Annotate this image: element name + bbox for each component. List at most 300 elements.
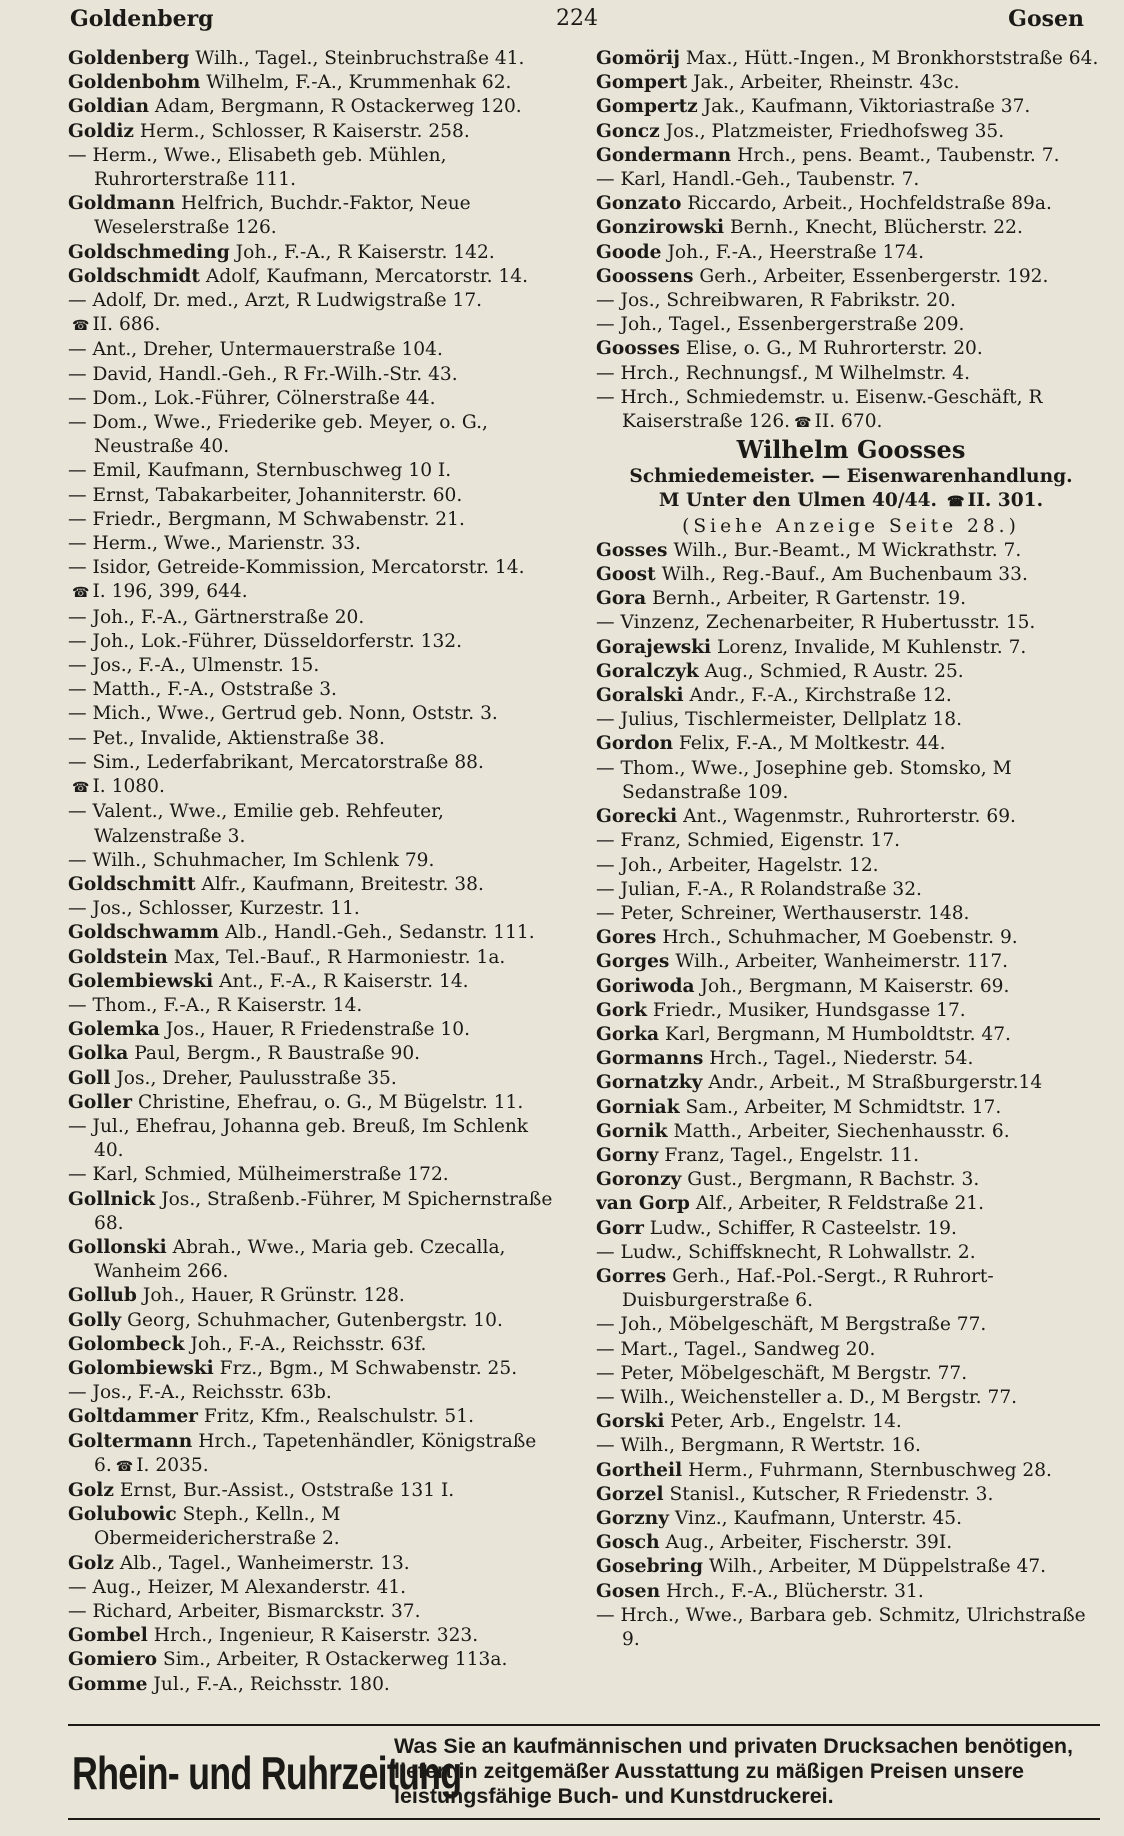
entry-details: — Mart., Tagel., Sandweg 20. bbox=[596, 1338, 876, 1360]
entry-details: — Joh., Lok.-Führer, Düsseldorferstr. 132. bbox=[68, 630, 463, 652]
ad-reference: (Siehe Anzeige Seite 28.) bbox=[682, 515, 1020, 537]
directory-entry bbox=[596, 47, 1106, 71]
entry-surname: Gorny bbox=[596, 1144, 659, 1166]
directory-entry bbox=[596, 1507, 1106, 1531]
entry-details: Ant., Wagenmstr., Ruhrorterstr. 69. bbox=[683, 806, 1016, 828]
entry-details: — Joh., Möbelgeschäft, M Bergstraße 77. bbox=[596, 1314, 987, 1336]
entry-details: Alfr., Kaufmann, Breitestr. 38. bbox=[201, 873, 484, 895]
entry-surname: Goltermann bbox=[68, 1430, 193, 1452]
entry-surname: Gorges bbox=[596, 951, 670, 973]
entry-surname: Gorzny bbox=[596, 1507, 669, 1529]
entry-details: Friedr., Musiker, Hundsgasse 17. bbox=[652, 999, 966, 1021]
ad-address: M Unter den Ulmen 40/44. bbox=[658, 490, 937, 512]
entry-surname: Gores bbox=[596, 927, 657, 949]
entry-surname: Gork bbox=[596, 999, 647, 1021]
entry-details: Andr., Arbeit., M Straßburgerstr.14 bbox=[708, 1072, 1043, 1094]
directory-entry bbox=[68, 775, 562, 800]
directory-entry bbox=[596, 1313, 1106, 1337]
directory-entry bbox=[596, 975, 1106, 999]
directory-entry bbox=[596, 1434, 1106, 1458]
directory-entry bbox=[596, 1531, 1106, 1555]
entry-details: — Julian, F.-A., R Rolandstraße 32. bbox=[596, 878, 922, 900]
directory-entry bbox=[596, 999, 1106, 1023]
entry-details: — Valent., Wwe., Emilie geb. Rehfeuter, Walzenstraße 3. bbox=[68, 801, 444, 847]
directory-entry bbox=[68, 265, 562, 289]
directory-entry bbox=[596, 1096, 1106, 1120]
entry-surname: Gomiero bbox=[68, 1649, 158, 1671]
entry-surname: Gorka bbox=[596, 1023, 660, 1045]
directory-entry bbox=[68, 727, 562, 751]
directory-entry bbox=[596, 854, 1106, 878]
entry-surname: Gonzirowski bbox=[596, 217, 725, 239]
entry-surname: Goldiz bbox=[68, 120, 134, 142]
directory-entry bbox=[596, 563, 1106, 587]
header-left-keyword: Goldenberg bbox=[70, 6, 214, 32]
directory-entry bbox=[596, 168, 1106, 192]
directory-entry bbox=[68, 1333, 562, 1357]
directory-entry bbox=[596, 708, 1106, 732]
directory-entry bbox=[596, 71, 1106, 95]
directory-entry bbox=[68, 484, 562, 508]
entry-details: — Adolf, Dr. med., Arzt, R Ludwigstraße 17. bbox=[68, 290, 483, 312]
directory-entry bbox=[68, 363, 562, 387]
entry-details: Elise, o. G., M Ruhrorterstr. 20. bbox=[685, 338, 983, 360]
entry-surname: Gollnick bbox=[68, 1188, 156, 1210]
entry-surname: Golemka bbox=[68, 1019, 160, 1041]
entry-surname: Goldenberg bbox=[68, 48, 190, 69]
directory-entry bbox=[596, 636, 1106, 660]
entry-details: Sam., Arbeiter, M Schmidtstr. 17. bbox=[685, 1096, 1002, 1118]
directory-entry bbox=[596, 926, 1106, 950]
entry-surname: Goldschwamm bbox=[68, 922, 220, 944]
entry-details: Matth., Arbeiter, Siechenhausstr. 6. bbox=[673, 1120, 1010, 1142]
directory-entry bbox=[68, 1576, 562, 1600]
entry-details: Franz, Tagel., Engelstr. 11. bbox=[664, 1144, 920, 1166]
directory-entry bbox=[596, 1047, 1106, 1071]
directory-entry bbox=[68, 144, 562, 192]
directory-entry bbox=[68, 1600, 562, 1624]
entry-details: — Joh., F.-A., Gärtnerstraße 20. bbox=[68, 606, 365, 628]
entry-details: Jak., Kaufmann, Viktoriastraße 37. bbox=[703, 96, 1031, 118]
entry-surname: Golombiewski bbox=[68, 1357, 214, 1379]
entry-surname: Goncz bbox=[596, 120, 660, 142]
ad-line2 bbox=[596, 489, 1106, 514]
entry-surname: Gormanns bbox=[596, 1048, 704, 1070]
entry-surname: Gomörij bbox=[596, 48, 680, 69]
entry-surname: Gomme bbox=[68, 1673, 148, 1695]
directory-entry bbox=[68, 1648, 562, 1672]
entry-phone: ☎ I. 2035. bbox=[116, 1455, 209, 1476]
entry-surname: Gompertz bbox=[596, 96, 698, 118]
entry-details: Paul, Bergm., R Baustraße 90. bbox=[134, 1043, 421, 1065]
entry-details: Alb., Handl.-Geh., Sedanstr. 111. bbox=[224, 922, 535, 944]
entry-details: — Hrch., Rechnungsf., M Wilhelmstr. 4. bbox=[596, 362, 971, 384]
directory-entry bbox=[596, 192, 1106, 216]
entry-details: Herm., Fuhrmann, Sternbuschweg 28. bbox=[688, 1459, 1052, 1481]
entry-details: Karl, Bergmann, M Humboldtstr. 47. bbox=[664, 1023, 1011, 1045]
directory-entry bbox=[596, 337, 1106, 361]
entry-surname: Gordon bbox=[596, 733, 673, 755]
directory-entry bbox=[596, 386, 1106, 435]
directory-entry bbox=[596, 1168, 1106, 1192]
entry-details: — Franz, Schmied, Eigenstr. 17. bbox=[596, 830, 901, 852]
directory-entry bbox=[68, 1284, 562, 1308]
entry-surname: Gorres bbox=[596, 1265, 667, 1287]
entry-surname: Gornatzky bbox=[596, 1072, 703, 1094]
entry-surname: Goltdammer bbox=[68, 1406, 198, 1428]
entry-surname: Gorajewski bbox=[596, 636, 712, 658]
entry-surname: Goralczyk bbox=[596, 660, 699, 682]
entry-phone: ☎ II. 686. bbox=[72, 314, 160, 335]
entry-details: Fritz, Kfm., Realschulstr. 51. bbox=[203, 1406, 474, 1428]
entry-details: Stanisl., Kutscher, R Friedenstr. 3. bbox=[669, 1483, 994, 1505]
directory-entry bbox=[596, 1217, 1106, 1241]
entry-details: Christine, Ehefrau, o. G., M Bügelstr. 11. bbox=[137, 1091, 524, 1113]
entry-details: — Isidor, Getreide-Kommission, Mercatorstr. 14. bbox=[68, 557, 525, 579]
directory-entry bbox=[596, 1580, 1106, 1604]
entry-details: — David, Handl.-Geh., R Fr.-Wilh.-Str. 43. bbox=[68, 363, 458, 385]
entry-details: — Vinzenz, Zechenarbeiter, R Hubertusstr. 15. bbox=[596, 612, 1036, 634]
directory-entry bbox=[596, 1483, 1106, 1507]
directory-entry bbox=[68, 1381, 562, 1405]
directory-entry bbox=[596, 1604, 1106, 1652]
directory-entry bbox=[68, 678, 562, 702]
directory-entry bbox=[596, 732, 1106, 756]
entry-details: Alf., Arbeiter, R Feldstraße 21. bbox=[695, 1193, 985, 1215]
entry-surname: Goriwoda bbox=[596, 975, 695, 997]
directory-entry bbox=[68, 1479, 562, 1503]
entry-surname: Goosses bbox=[596, 338, 680, 360]
left-column bbox=[68, 47, 562, 1697]
entry-details: Wilh., Arbeiter, Wanheimerstr. 117. bbox=[675, 951, 1009, 973]
directory-entry bbox=[596, 216, 1106, 240]
entry-surname: Gosses bbox=[596, 539, 668, 561]
entry-surname: Gosen bbox=[596, 1580, 661, 1602]
directory-entry bbox=[596, 805, 1106, 829]
directory-entry bbox=[596, 1192, 1106, 1216]
entry-surname: Gornik bbox=[596, 1120, 668, 1142]
directory-entry bbox=[68, 459, 562, 483]
entry-surname: Gondermann bbox=[596, 144, 732, 166]
directory-entry bbox=[68, 1236, 562, 1284]
directory-entry bbox=[68, 1067, 562, 1091]
directory-entry bbox=[596, 362, 1106, 386]
entry-surname: van Gorp bbox=[596, 1193, 690, 1215]
entry-details: — Jos., Schlosser, Kurzestr. 11. bbox=[68, 898, 360, 920]
directory-entry bbox=[596, 313, 1106, 337]
entry-details: Joh., F.-A., R Kaiserstr. 142. bbox=[235, 241, 495, 263]
directory-entry bbox=[596, 660, 1106, 684]
entry-details: — Wilh., Bergmann, R Wertstr. 16. bbox=[596, 1435, 921, 1457]
entry-details: — Mich., Wwe., Gertrud geb. Nonn, Oststr. 3. bbox=[68, 703, 498, 725]
entry-surname: Goldian bbox=[68, 96, 149, 118]
entry-phone: ☎ II. 670. bbox=[794, 411, 882, 432]
directory-entry bbox=[596, 289, 1106, 313]
directory-entry bbox=[596, 1555, 1106, 1579]
directory-entry bbox=[68, 606, 562, 630]
directory-entry bbox=[68, 1430, 562, 1479]
directory-entry bbox=[68, 849, 562, 873]
entry-details: Joh., Hauer, R Grünstr. 128. bbox=[142, 1285, 405, 1307]
directory-entry bbox=[596, 1459, 1106, 1483]
entry-surname: Goldstein bbox=[68, 946, 168, 968]
entry-surname: Gorski bbox=[596, 1411, 665, 1433]
entry-details: Wilh., Tagel., Steinbruchstraße 41. bbox=[195, 48, 525, 69]
entry-details: Hrch., Schuhmacher, M Goebenstr. 9. bbox=[662, 927, 1018, 949]
directory-entry bbox=[68, 1115, 562, 1163]
entry-surname: Gombel bbox=[68, 1625, 148, 1647]
directory-entry bbox=[596, 684, 1106, 708]
entry-details: — Dom., Lok.-Führer, Cölnerstraße 44. bbox=[68, 387, 436, 409]
entry-surname: Gosch bbox=[596, 1532, 660, 1554]
entry-details: Frz., Bgm., M Schwabenstr. 25. bbox=[219, 1357, 518, 1379]
entry-details: — Ernst, Tabakarbeiter, Johanniterstr. 60. bbox=[68, 484, 463, 506]
entry-surname: Goller bbox=[68, 1091, 133, 1113]
entry-details: Wilh., Bur.-Beamt., M Wickrathstr. 7. bbox=[673, 539, 1022, 561]
entry-phone: ☎ I. 196, 399, 644. bbox=[72, 581, 248, 602]
banner-slogan: Was Sie an kaufmännischen und privaten Drucksachen benötigen, liefert in zeitgemäßer Ausstattung zu mäßigen Preisen unsere leistungsfähige Buch- und Kunstdruckerei. bbox=[394, 1734, 1074, 1808]
entry-surname: Gora bbox=[596, 588, 647, 610]
entry-details: — Richard, Arbeiter, Bismarckstr. 37. bbox=[68, 1601, 421, 1622]
entry-surname: Goldschmeding bbox=[68, 241, 230, 263]
entry-surname: Goode bbox=[596, 241, 662, 263]
directory-entry bbox=[68, 289, 562, 313]
entry-surname: Goossens bbox=[596, 265, 694, 287]
directory-entry bbox=[68, 1503, 562, 1551]
entry-details: — Peter, Schreiner, Werthauserstr. 148. bbox=[596, 902, 970, 924]
directory-entry bbox=[68, 532, 562, 556]
entry-details: — Dom., Wwe., Friederike geb. Meyer, o. G., Neustraße 40. bbox=[68, 412, 488, 458]
directory-entry bbox=[596, 539, 1106, 563]
directory-entry bbox=[596, 878, 1106, 902]
directory-entry bbox=[596, 902, 1106, 926]
entry-details: — Jos., F.-A., Ulmenstr. 15. bbox=[68, 655, 320, 677]
directory-entry bbox=[596, 1362, 1106, 1386]
entry-surname: Goost bbox=[596, 564, 656, 586]
entry-details: — Matth., F.-A., Oststraße 3. bbox=[68, 679, 337, 701]
directory-entry bbox=[68, 1552, 562, 1576]
entry-details: Bernh., Knecht, Blücherstr. 22. bbox=[729, 217, 1023, 239]
entry-surname: Golz bbox=[68, 1479, 114, 1501]
entry-surname: Goll bbox=[68, 1067, 111, 1089]
entry-details: — Jos., Schreibwaren, R Fabrikstr. 20. bbox=[596, 290, 956, 312]
entry-details: — Julius, Tischlermeister, Dellplatz 18. bbox=[596, 709, 963, 731]
directory-entry bbox=[68, 654, 562, 678]
directory-entry bbox=[68, 387, 562, 411]
directory-entry bbox=[68, 47, 562, 71]
directory-entry bbox=[596, 120, 1106, 144]
entry-details: Hrch., Ingenieur, R Kaiserstr. 323. bbox=[153, 1625, 479, 1647]
entry-details: Riccardo, Arbeit., Hochfeldstraße 89a. bbox=[687, 193, 1052, 215]
directory-entry bbox=[68, 751, 562, 775]
directory-entry bbox=[596, 1144, 1106, 1168]
entry-details: Adam, Bergmann, R Ostackerweg 120. bbox=[154, 96, 522, 118]
directory-entry bbox=[68, 1091, 562, 1115]
entry-surname: Goldenbohm bbox=[68, 72, 201, 94]
entry-details: Jul., F.-A., Reichsstr. 180. bbox=[153, 1673, 390, 1695]
entry-details: Hrch., F.-A., Blücherstr. 31. bbox=[666, 1580, 924, 1602]
entry-details: Jos., Dreher, Paulusstraße 35. bbox=[116, 1067, 397, 1089]
banner-rule-top bbox=[68, 1724, 1100, 1726]
entry-details: Hrch., Tapetenhändler, Königstraße 6. bbox=[94, 1430, 537, 1476]
entry-details: Aug., Arbeiter, Fischerstr. 39I. bbox=[665, 1532, 953, 1554]
entry-details: Bernh., Arbeiter, R Gartenstr. 19. bbox=[652, 588, 967, 610]
directory-entry bbox=[596, 950, 1106, 974]
entry-phone: ☎ I. 1080. bbox=[72, 776, 165, 797]
entry-surname: Gollonski bbox=[68, 1236, 167, 1258]
entry-surname: Gorr bbox=[596, 1217, 644, 1239]
directory-entry bbox=[596, 611, 1106, 635]
directory-entry bbox=[68, 580, 562, 605]
page-number: 224 bbox=[556, 6, 598, 31]
banner-brand: Rhein- und Ruhrzeitung bbox=[72, 1747, 462, 1799]
directory-entry bbox=[596, 1410, 1106, 1434]
entry-details: Aug., Schmied, R Austr. 25. bbox=[704, 660, 964, 682]
entry-surname: Goldschmidt bbox=[68, 265, 200, 287]
entry-surname: Goralski bbox=[596, 685, 684, 707]
directory-entry bbox=[596, 587, 1106, 611]
entry-details: Jak., Arbeiter, Rheinstr. 43c. bbox=[693, 72, 960, 94]
directory-entry bbox=[596, 144, 1106, 168]
entry-details: — Aug., Heizer, M Alexanderstr. 41. bbox=[68, 1576, 407, 1598]
directory-entry bbox=[68, 556, 562, 580]
directory-entry bbox=[68, 702, 562, 726]
entry-surname: Goronzy bbox=[596, 1169, 682, 1191]
entry-details: Helfrich, Buchdr.-Faktor, Neue Weselerstraße 126. bbox=[94, 193, 471, 239]
entry-surname: Goldmann bbox=[68, 193, 176, 215]
ad-name: Wilhelm Goosses bbox=[736, 435, 966, 465]
entry-details: Joh., F.-A., Reichsstr. 63f. bbox=[190, 1333, 427, 1355]
entry-details: — Thom., Wwe., Josephine geb. Stomsko, M Sedanstraße 109. bbox=[596, 757, 1012, 803]
entry-details: — Pet., Invalide, Aktienstraße 38. bbox=[68, 727, 385, 749]
directory-entry bbox=[68, 946, 562, 970]
entry-details: Vinz., Kaufmann, Unterstr. 45. bbox=[674, 1507, 963, 1529]
directory-entry bbox=[68, 120, 562, 144]
right-column bbox=[596, 47, 1106, 1652]
entry-details: Lorenz, Invalide, M Kuhlenstr. 7. bbox=[717, 636, 1027, 658]
entry-details: Ant., F.-A., R Kaiserstr. 14. bbox=[219, 970, 469, 992]
directory-entry bbox=[596, 1386, 1106, 1410]
directory-entry bbox=[596, 1120, 1106, 1144]
directory-entry bbox=[596, 1265, 1106, 1313]
entry-details: Steph., Kelln., M Obermeidericherstraße 2. bbox=[94, 1504, 341, 1550]
entry-surname: Golly bbox=[68, 1309, 122, 1331]
directory-entry bbox=[68, 1624, 562, 1648]
directory-entry bbox=[68, 897, 562, 921]
directory-entry bbox=[68, 873, 562, 897]
entry-surname: Gompert bbox=[596, 72, 688, 94]
directory-entry bbox=[68, 630, 562, 654]
entry-surname: Gortheil bbox=[596, 1459, 683, 1481]
ad-line1: Schmiedemeister. — Eisenwarenhandlung. bbox=[629, 466, 1073, 488]
newspaper-banner bbox=[68, 1724, 1100, 1820]
banner-rule-bottom bbox=[68, 1818, 1100, 1820]
directory-entry bbox=[596, 757, 1106, 805]
directory-entry bbox=[596, 1023, 1106, 1047]
directory-entry bbox=[596, 95, 1106, 119]
entry-details: — Jul., Ehefrau, Johanna geb. Breuß, Im Schlenk 40. bbox=[68, 1115, 529, 1162]
entry-details: Hrch., pens. Beamt., Taubenstr. 7. bbox=[737, 144, 1060, 166]
entry-surname: Goldschmitt bbox=[68, 873, 196, 895]
ad-phone: ☎ II. 301. bbox=[947, 490, 1043, 511]
entry-surname: Golz bbox=[68, 1552, 114, 1574]
directory-entry bbox=[68, 970, 562, 994]
directory-entry bbox=[596, 1241, 1106, 1265]
entry-details: Adolf, Kaufmann, Mercatorstr. 14. bbox=[205, 265, 528, 287]
directory-entry bbox=[68, 994, 562, 1018]
directory-entry bbox=[68, 508, 562, 532]
entry-details: Andr., F.-A., Kirchstraße 12. bbox=[689, 685, 952, 707]
directory-entry bbox=[68, 1357, 562, 1381]
entry-details: Max., Hütt.-Ingen., M Bronkhorststraße 64. bbox=[685, 48, 1099, 69]
entry-details: Joh., F.-A., Heerstraße 174. bbox=[667, 241, 924, 263]
entry-details: Max, Tel.-Bauf., R Harmoniestr. 1a. bbox=[173, 946, 506, 968]
entry-details: Peter, Arb., Engelstr. 14. bbox=[670, 1411, 902, 1433]
entry-surname: Gonzato bbox=[596, 193, 682, 215]
entry-details: — Thom., F.-A., R Kaiserstr. 14. bbox=[68, 994, 363, 1016]
entry-details: Wilh., Reg.-Bauf., Am Buchenbaum 33. bbox=[661, 564, 1028, 586]
entry-details: Georg, Schuhmacher, Gutenbergstr. 10. bbox=[127, 1309, 503, 1331]
directory-entry bbox=[68, 71, 562, 95]
entry-surname: Golembiewski bbox=[68, 970, 214, 992]
entry-details: Jos., Hauer, R Friedenstraße 10. bbox=[165, 1019, 470, 1041]
entry-details: Felix, F.-A., M Moltkestr. 44. bbox=[678, 733, 946, 755]
entry-details: — Ludw., Schiffsknecht, R Lohwallstr. 2. bbox=[596, 1241, 976, 1263]
entry-details: — Karl, Handl.-Geh., Taubenstr. 7. bbox=[596, 169, 920, 191]
directory-entry bbox=[68, 192, 562, 240]
directory-entry bbox=[68, 1018, 562, 1042]
entry-details: Jos., Straßenb.-Führer, M Spichernstraße 68. bbox=[94, 1188, 553, 1234]
entry-details: Gerh., Haf.-Pol.-Sergt., R Ruhrort-Duisburgerstraße 6. bbox=[622, 1265, 994, 1312]
entry-details: Gust., Bergmann, R Bachstr. 3. bbox=[687, 1169, 980, 1191]
entry-details: Wilh., Arbeiter, M Düppelstraße 47. bbox=[708, 1556, 1047, 1578]
entry-details: — Ant., Dreher, Untermauerstraße 104. bbox=[68, 339, 443, 361]
directory-entry bbox=[68, 241, 562, 265]
entry-details: — Joh., Arbeiter, Hagelstr. 12. bbox=[596, 854, 879, 876]
entry-details: Herm., Schlosser, R Kaiserstr. 258. bbox=[139, 120, 470, 142]
directory-entry bbox=[68, 1188, 562, 1236]
directory-entry bbox=[68, 1309, 562, 1333]
directory-entry bbox=[596, 265, 1106, 289]
entry-details: Wilhelm, F.-A., Krummenhak 62. bbox=[206, 72, 512, 94]
entry-surname: Golka bbox=[68, 1043, 129, 1065]
entry-details: Alb., Tagel., Wanheimerstr. 13. bbox=[119, 1552, 410, 1574]
right-column-entries-bottom bbox=[596, 539, 1106, 1652]
entry-details: Abrah., Wwe., Maria geb. Czecalla, Wanheim 266. bbox=[94, 1236, 506, 1283]
entry-details: — Herm., Wwe., Marienstr. 33. bbox=[68, 533, 361, 555]
directory-entry bbox=[596, 1071, 1106, 1095]
header-right-keyword: Gosen bbox=[1008, 6, 1084, 32]
entry-details: — Herm., Wwe., Elisabeth geb. Mühlen, Ruhrorterstraße 111. bbox=[68, 144, 447, 191]
entry-details: — Wilh., Schuhmacher, Im Schlenk 79. bbox=[68, 849, 435, 871]
entry-details: Sim., Arbeiter, R Ostackerweg 113a. bbox=[162, 1649, 508, 1671]
entry-details: Ernst, Bur.-Assist., Oststraße 131 I. bbox=[119, 1479, 455, 1501]
directory-entry bbox=[68, 1673, 562, 1697]
directory-entry bbox=[68, 1163, 562, 1187]
entry-details: — Peter, Möbelgeschäft, M Bergstr. 77. bbox=[596, 1362, 968, 1384]
page-header bbox=[60, 6, 1094, 30]
entry-surname: Golubowic bbox=[68, 1504, 177, 1526]
directory-entry bbox=[68, 95, 562, 119]
entry-details: Hrch., Tagel., Niederstr. 54. bbox=[709, 1048, 974, 1070]
entry-surname: Gosebring bbox=[596, 1556, 703, 1578]
entry-details: — Friedr., Bergmann, M Schwabenstr. 21. bbox=[68, 508, 465, 530]
entry-details: Joh., Bergmann, M Kaiserstr. 69. bbox=[700, 975, 1010, 997]
entry-surname: Gollub bbox=[68, 1285, 137, 1307]
directory-entry bbox=[68, 313, 562, 338]
directory-entry bbox=[68, 1042, 562, 1066]
entry-surname: Gorecki bbox=[596, 806, 678, 828]
